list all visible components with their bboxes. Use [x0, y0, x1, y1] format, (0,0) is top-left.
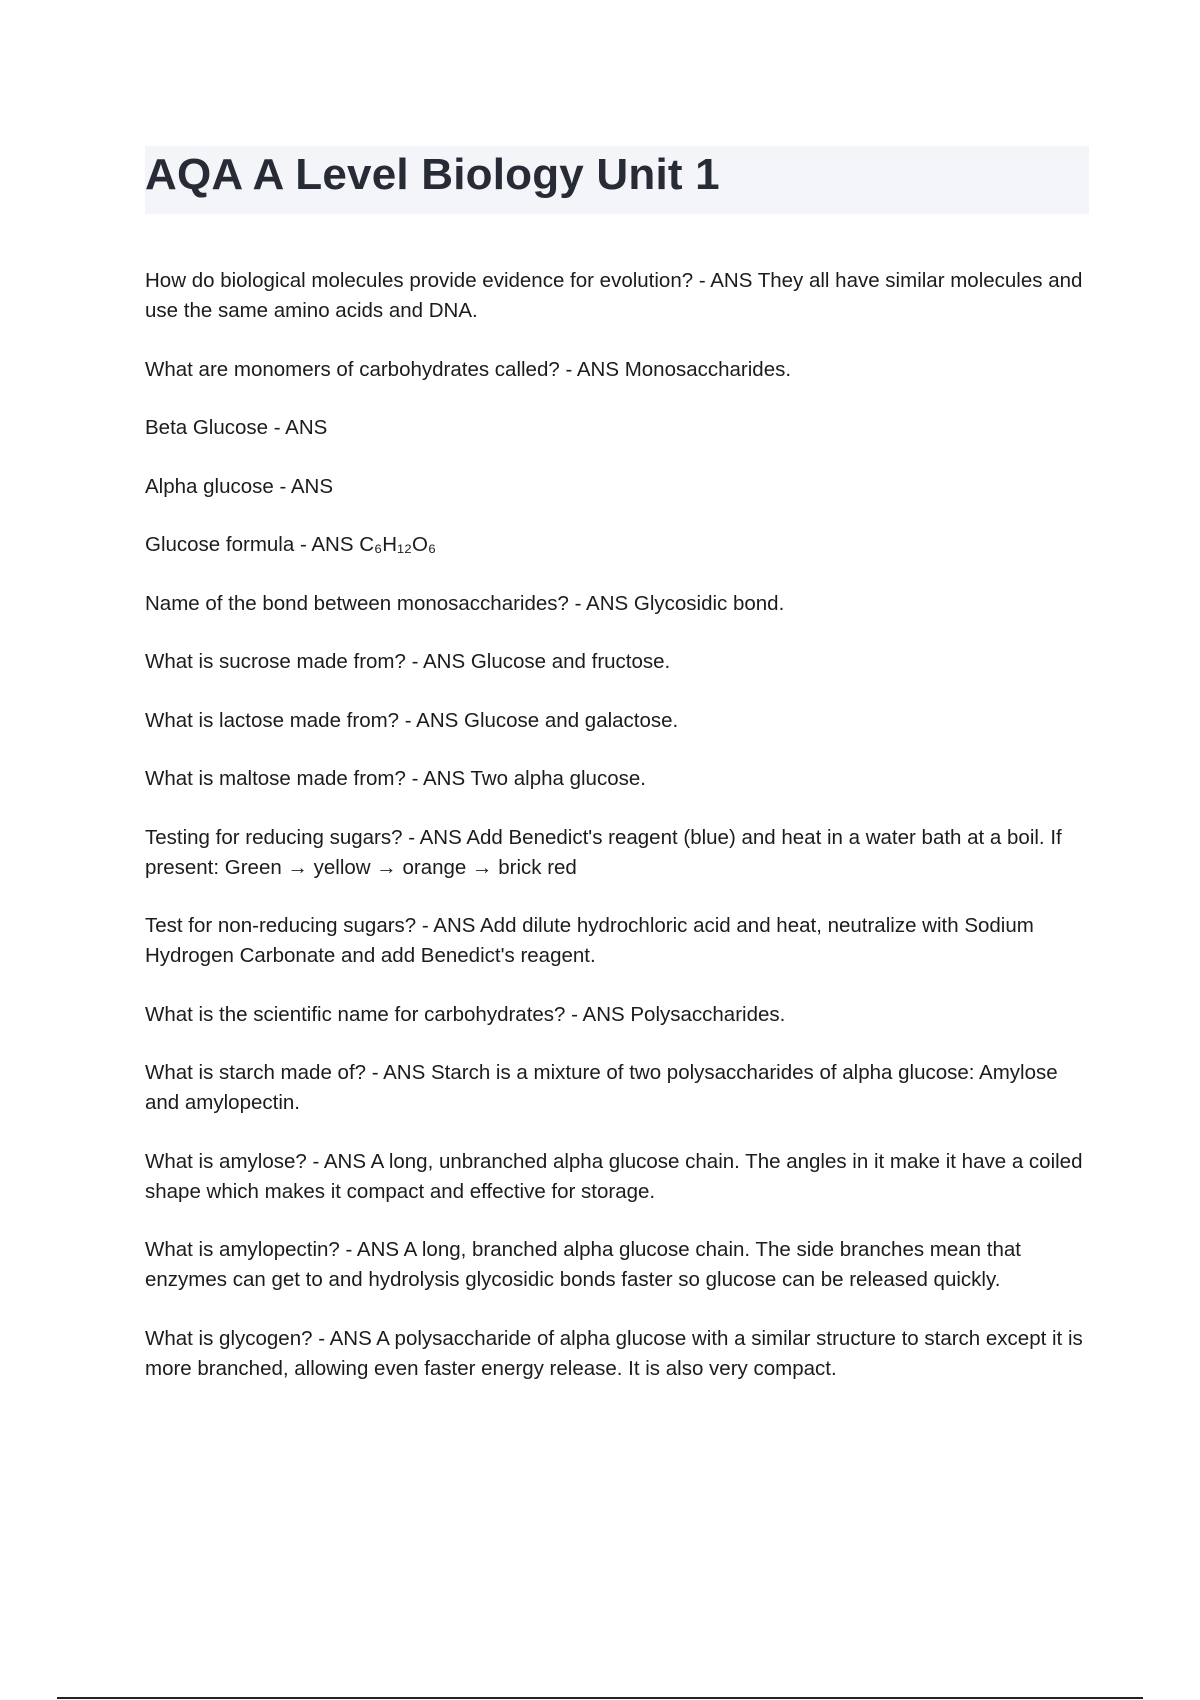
- qa-item: What is starch made of? - ANS Starch is a mixture of two polysaccharides of alpha glucose: Amylose and amylopectin.: [145, 1061, 1058, 1114]
- footer-divider: [57, 1697, 1143, 1699]
- qa-item: What is lactose made from? - ANS Glucose and galactose.: [145, 708, 679, 732]
- qa-item: Name of the bond between monosaccharides? - ANS Glycosidic bond.: [145, 591, 785, 615]
- qa-item: What is maltose made from? - ANS Two alpha glucose.: [145, 767, 646, 790]
- qa-item: Testing for reducing sugars? - ANS Add Benedict's reagent (blue) and heat in a water bath at a boil. If present: Green → yellow → orange → brick red: [145, 825, 1062, 879]
- qa-item: Test for non-reducing sugars? - ANS Add dilute hydrochloric acid and heat, neutralize with Sodium Hydrogen Carbonate and add Benedict's reagent.: [145, 914, 1034, 967]
- qa-item: Glucose formula - ANS C₆H₁₂O₆: [145, 533, 437, 556]
- qa-item: What is the scientific name for carbohydrates? - ANS Polysaccharides.: [145, 1002, 786, 1026]
- qa-item: What is glycogen? - ANS A polysaccharide of alpha glucose with a similar structure to starch except it is more branched, allowing even faster energy release. It is also very compact.: [145, 1326, 1083, 1380]
- title-band: [145, 146, 1089, 214]
- qa-list: [145, 266, 1089, 1384]
- qa-item: Beta Glucose - ANS: [145, 416, 328, 439]
- qa-item: What is amylose? - ANS A long, unbranched alpha glucose chain. The angles in it make it have a coiled shape which makes it compact and effective for storage.: [145, 1149, 1083, 1203]
- qa-item: What is amylopectin? - ANS A long, branched alpha glucose chain. The side branches mean that enzymes can get to and hydrolysis glycosidic bonds faster so glucose can be released quickly.: [145, 1238, 1021, 1291]
- qa-item: What is sucrose made from? - ANS Glucose and fructose.: [145, 650, 671, 673]
- qa-item: Alpha glucose - ANS: [145, 474, 334, 498]
- qa-item: How do biological molecules provide evidence for evolution? - ANS They all have similar molecules and use the same amino acids and DNA.: [145, 269, 1083, 322]
- page-title: AQA A Level Biology Unit 1: [145, 150, 720, 199]
- qa-item: What are monomers of carbohydrates called? - ANS Monosaccharides.: [145, 357, 792, 381]
